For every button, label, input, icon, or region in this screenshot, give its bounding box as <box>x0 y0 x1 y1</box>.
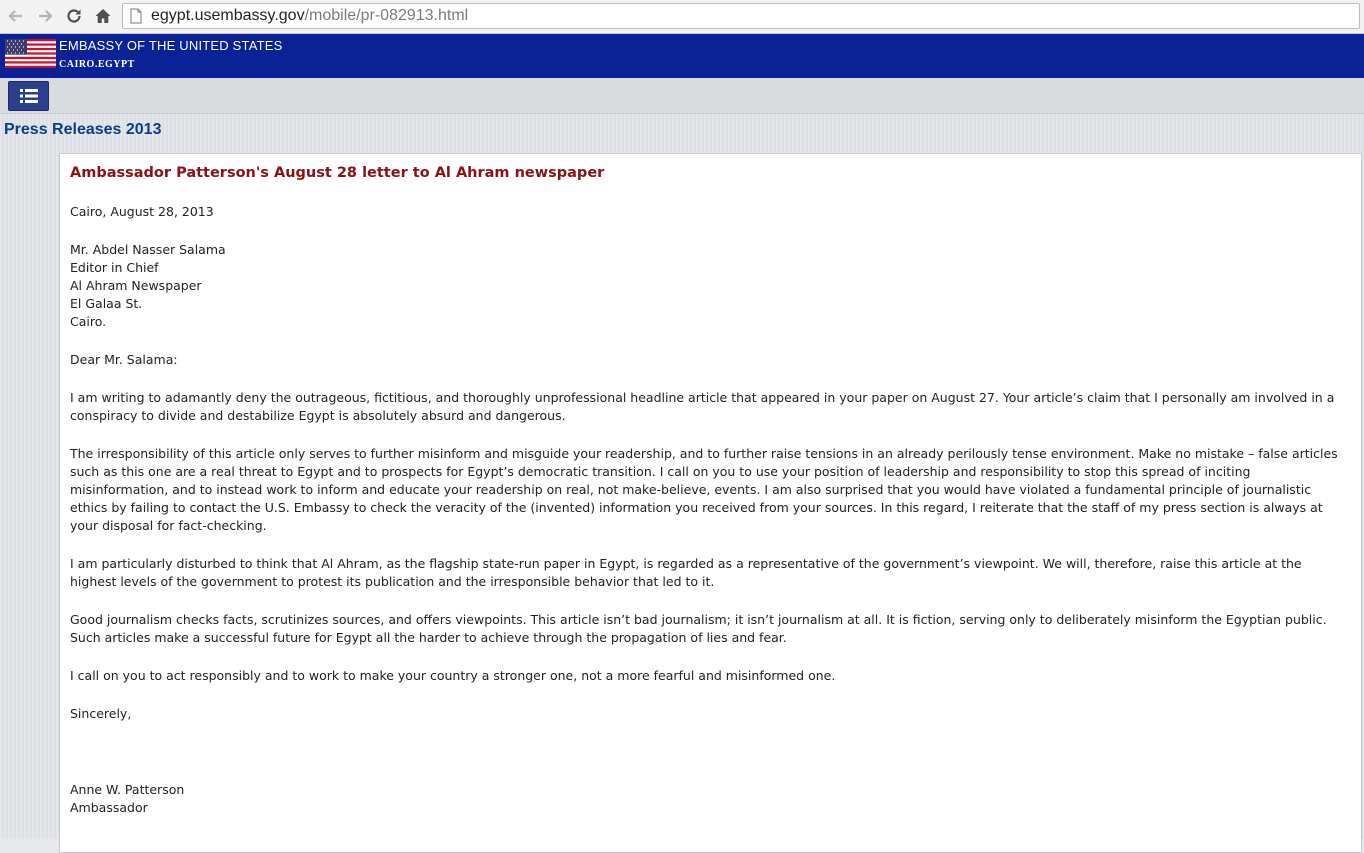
url-host: egypt.usembassy.gov <box>151 7 305 24</box>
address-bar[interactable] <box>122 3 1360 29</box>
address-line: Mr. Abdel Nasser Salama <box>70 242 226 257</box>
home-button[interactable] <box>92 5 114 27</box>
body-paragraph: I am particularly disturbed to think that Al Ahram, as the flagship state-run paper in Egypt, is regarded as a representative of the government’s viewpoint. We will, therefore, raise this article at the highest levels of the government to protest its publication and the irresponsible behavior that led to it. <box>70 556 1302 589</box>
address-line: Al Ahram Newspaper <box>70 278 202 293</box>
flag-icon <box>5 39 56 68</box>
home-icon <box>94 7 112 25</box>
reload-button[interactable] <box>63 5 85 27</box>
address-line: Cairo. <box>70 314 107 329</box>
salutation: Dear Mr. Salama: <box>70 352 178 367</box>
forward-icon <box>36 7 54 25</box>
back-button[interactable] <box>5 5 27 27</box>
page-icon <box>129 8 143 24</box>
reload-icon <box>65 7 83 25</box>
page-title: Press Releases 2013 <box>4 121 162 138</box>
address-line: Editor in Chief <box>70 260 159 275</box>
browser-toolbar <box>0 0 1364 34</box>
article-content <box>59 153 1362 853</box>
site-title[interactable]: EMBASSY OF THE UNITED STATES <box>59 38 283 53</box>
list-menu-icon <box>20 89 38 103</box>
back-icon <box>7 7 25 25</box>
body-paragraph: Good journalism checks facts, scrutinizes sources, and offers viewpoints. This article isn’t bad journalism; it isn’t journalism at all. It is fiction, serving only to deliberately misinform the Egyptian public. Such articles make a successful future for Egypt all the harder to achieve through the propagation of lies and fear. <box>70 612 1327 645</box>
body-paragraph: The irresponsibility of this article only serves to further misinform and misguide your readership, and to further raise tensions in an already perilously tense environment. Make no mistake – false articles such as this one are a real threat to Egypt and to prospects for Egypt’s democratic transition. I call on you to use your position of leadership and responsibility to stop this spread of inciting misinformation, and to instead work to inform and educate your readership on real, not make-believe, events. I am also surprised that you would have violated a fundamental principle of journalistic ethics by failing to contact the U.S. Embassy to check the veracity of the (invented) information you received from your sources. In this regard, I reiterate that the staff of my press section is always at your disposal for fact-checking. <box>70 446 1338 533</box>
menu-bar <box>0 78 1364 114</box>
article-headline: Ambassador Patterson's August 28 letter to Al Ahram newspaper <box>70 165 605 181</box>
signer-title: Ambassador <box>70 800 148 815</box>
recipient-address <box>70 241 1351 331</box>
body-paragraph: I call on you to act responsibly and to work to make your country a stronger one, not a more fearful and misinformed one. <box>70 668 836 683</box>
signer-name: Anne W. Patterson <box>70 782 185 797</box>
url-path: /mobile/pr-082913.html <box>304 7 469 24</box>
site-subtitle: CAIRO.EGYPT <box>59 59 135 70</box>
site-header <box>0 34 1364 78</box>
body-paragraph: I am writing to adamantly deny the outrageous, fictitious, and thoroughly unprofessional headline article that appeared in your paper on August 27. Your article’s claim that I personally am involved in a conspiracy to divide and destabilize Egypt is absolutely absurd and dangerous. <box>70 390 1335 423</box>
menu-button[interactable] <box>8 81 49 111</box>
article-dateline: Cairo, August 28, 2013 <box>70 204 214 219</box>
closing: Sincerely, <box>70 706 132 721</box>
forward-button[interactable] <box>34 5 56 27</box>
signature-block <box>70 781 1351 817</box>
address-line: El Galaa St. <box>70 296 143 311</box>
